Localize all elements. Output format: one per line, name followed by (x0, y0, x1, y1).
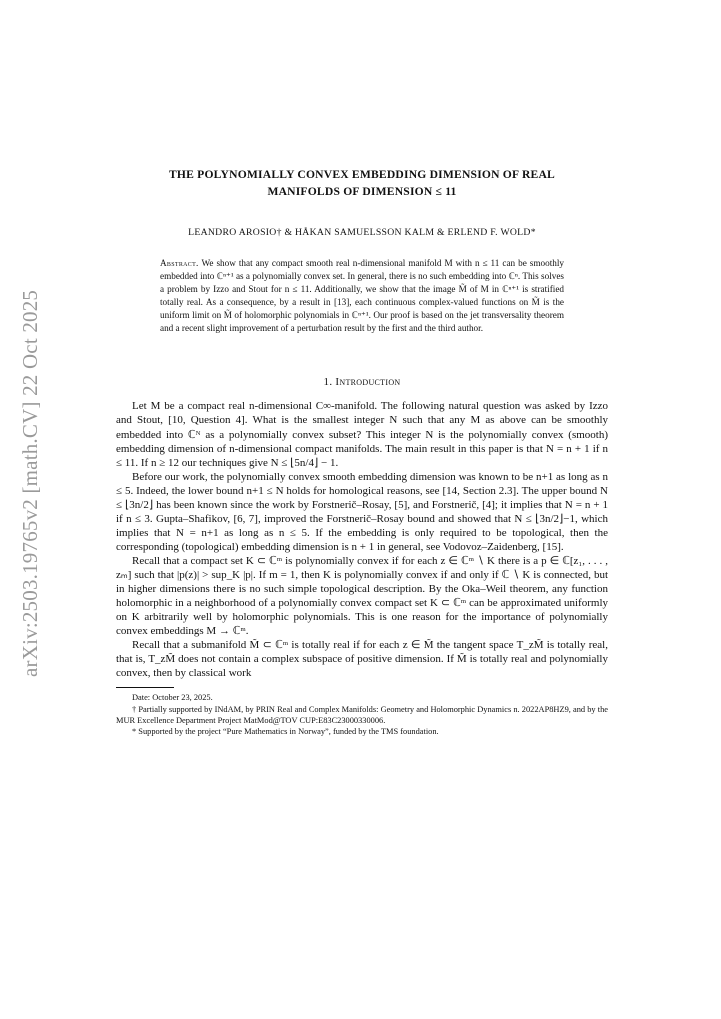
arxiv-identifier-stamp: arXiv:2503.19765v2 [math.CV] 22 Oct 2025 (18, 289, 42, 677)
introduction-body (116, 399, 608, 680)
abstract-heading: Abstract. (160, 258, 199, 268)
abstract (160, 257, 564, 334)
title-line-2: MANIFOLDS OF DIMENSION ≤ 11 (267, 185, 457, 198)
paper-title (116, 166, 608, 200)
paragraph-3: Recall that a compact set K ⊂ ℂᵐ is polynomially convex if for each z ∈ ℂᵐ ∖ K there is a p ∈ ℂ[z₁, . . . , zₘ] such that |p(z)| > sup_K |p|. If m = 1, then K is polynomially convex if and only if ℂ ∖ K is connected, but in higher dimensions there is no such simple topological description. By the Oka–Weil theorem, any function holomorphic in a neighborhood of a polynomially convex compact set K ⊂ ℂᵐ can be approximated uniformly on K arbitrarily well by holomorphic polynomials. This is one reason for the importance of polynomially convex embeddings M → ℂᵐ. (116, 554, 608, 638)
paragraph-2: Before our work, the polynomially convex smooth embedding dimension was known to be n+1 as long as n ≤ 5. Indeed, the lower bound n+1 ≤ N holds for homological reasons, see [14, Section 2.3]. The upper bound N ≤ ⌊3n/2⌋ has been known since the work by Forstnerič–Rosay, [5], and Forstnerič, [4]; it implies that N = n + 1 if n ≤ 3. Gupta–Shafikov, [6, 7], improved the Forstnerič–Rosay bound and showed that N ≤ ⌊3n/2⌋−1, which implies that N = n+1 as long as n ≤ 5. If the embedding is only required to be topological, then the corresponding (topological) embedding dimension is n + 1 in general, see Vodovoz–Zaidenberg, [15]. (116, 470, 608, 553)
footnote-first-author: † Partially supported by INdAM, by PRIN Real and Complex Manifolds: Geometry and Holomorphic Dynamics n. 2022AP8HZ9, and by the MUR Excellence Department Project MatMod@TOV CUP:E83C23000330006. (116, 704, 608, 725)
paragraph-1: Let M be a compact real n-dimensional C∞-manifold. The following natural question was asked by Izzo and Stout, [10, Question 4]. What is the smallest integer N such that any M as above can be smoothly embedded into ℂᴺ as a polynomially convex subset? This integer N is the polynomially convex (smooth) embedding dimension of n-dimensional compact manifolds. The main result in this paper is that N = n + 1 if n ≤ 11. If n ≥ 12 our techniques give N ≤ ⌊5n/4⌋ − 1. (116, 400, 608, 469)
section-heading-introduction: 1. Introduction (323, 376, 401, 389)
footnotes (116, 692, 608, 737)
paper-page (116, 166, 608, 737)
footnote-third-author: * Supported by the project “Pure Mathematics in Norway”, funded by the TMS foundation. (132, 726, 439, 736)
footnote-divider (116, 687, 174, 688)
footnote-date: Date: October 23, 2025. (132, 693, 213, 703)
title-line-1: THE POLYNOMIALLY CONVEX EMBEDDING DIMENSION OF REAL (169, 168, 555, 181)
paragraph-4: Recall that a submanifold M̃ ⊂ ℂᵐ is totally real if for each z ∈ M̃ the tangent space T_zM̃ is totally real, that is, T_zM̃ does not contain a complex subspace of positive dimension. If M̃ is totally real and polynomially convex, then by classical work (116, 639, 608, 680)
author-list: LEANDRO AROSIO† & HÅKAN SAMUELSSON KALM & ERLEND F. WOLD* (188, 227, 536, 238)
abstract-text: We show that any compact smooth real n-dimensional manifold M with n ≤ 11 can be smoothly embedded into ℂⁿ⁺¹ as a polynomially convex set. In general, there is no such embedding into ℂⁿ. This solves a problem by Izzo and Stout for n ≤ 11. Additionally, we show that the image M̃ of M in ℂⁿ⁺¹ is stratified totally real. As a consequence, by a result in [13], each continuous complex-valued functions on M̃ is the uniform limit on M̃ of holomorphic polynomials in ℂⁿ⁺¹. Our proof is based on the jet transversality theorem and a recent slight improvement of a perturbation result by the first and the third author. (160, 258, 564, 333)
